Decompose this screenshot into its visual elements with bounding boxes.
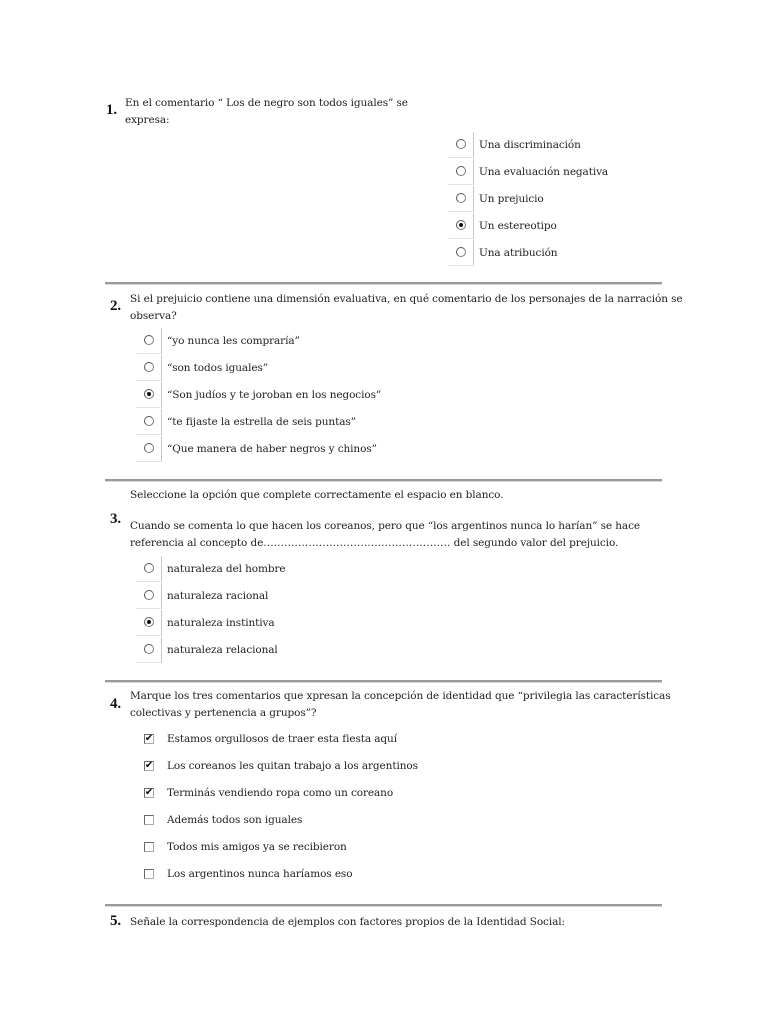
divider [105,282,662,285]
radio-option[interactable] [448,131,581,158]
option-label: Además todos son iguales [167,813,303,826]
option-label: naturaleza instintiva [167,616,275,629]
option-label: naturaleza relacional [167,643,278,656]
checkbox-option[interactable] [136,752,418,779]
checkbox-checked[interactable] [144,761,154,771]
radio-button[interactable] [144,416,154,426]
radio-option[interactable] [136,327,300,354]
checkbox[interactable] [144,842,154,852]
radio-button[interactable] [456,247,466,257]
checkbox-checked[interactable] [144,788,154,798]
radio-option[interactable] [136,435,377,462]
radio-button-selected[interactable] [144,617,154,627]
radio-button[interactable] [144,563,154,573]
checkbox-checked[interactable] [144,734,154,744]
checkbox[interactable] [144,869,154,879]
option-label: Los coreanos les quitan trabajo a los argentinos [167,759,418,772]
radio-option[interactable] [136,354,268,381]
radio-button[interactable] [144,590,154,600]
option-label: naturaleza racional [167,589,269,602]
checkbox-option[interactable] [136,806,302,833]
option-label: “son todos iguales” [167,361,269,374]
option-label: Una discriminación [479,138,581,151]
question-number: 4. [110,696,122,712]
radio-button-selected[interactable] [456,220,466,230]
option-label: Estamos orgullosos de traer esta fiesta aquí [167,732,397,745]
question-number: 1. [106,102,118,118]
radio-option[interactable] [448,185,544,212]
option-label: “te fijaste la estrella de seis puntas” [167,415,356,428]
checkbox-option[interactable] [136,860,352,887]
check-mark-icon: ✔ [144,732,154,744]
radio-option[interactable] [136,636,278,663]
option-label: “yo nunca les compraría” [167,334,300,347]
divider [105,904,662,907]
question-text: En el comentario “ Los de negro son todos iguales” se expresa: [125,97,408,126]
option-label: “Que manera de haber negros y chinos” [167,442,377,455]
question-text: Marque los tres comentarios que xpresan la concepción de identidad que “privilegia las características colectivas y pertenencia a grupos”? [130,690,671,719]
radio-button[interactable] [144,335,154,345]
option-label: Una atribución [479,246,558,259]
question-text: Cuando se comenta lo que hacen los coreanos, pero que “los argentinos nunca lo harían” se hace referencia al concepto de……………………………………………… del segundo valor del prejuicio. [130,520,640,549]
divider [105,680,662,683]
checkbox-option[interactable] [136,779,393,806]
radio-option[interactable] [448,239,557,266]
question-number: 3. [110,511,122,527]
question-number: 2. [110,298,122,314]
option-label: Un prejuicio [479,192,544,205]
option-label: “Son judíos y te joroban en los negocios” [167,388,382,401]
question-text: Si el prejuicio contiene una dimensión evaluativa, en qué comentario de los personajes de la narración se observa? [130,293,683,322]
question-text: Señale la correspondencia de ejemplos con factores propios de la Identidad Social: [130,916,565,928]
radio-option[interactable] [136,408,356,435]
radio-option[interactable] [136,582,268,609]
option-label: Los argentinos nunca haríamos eso [167,867,353,880]
checkbox-option[interactable] [136,833,347,860]
radio-option[interactable] [448,212,557,239]
option-label: Un estereotipo [479,219,557,232]
radio-option[interactable] [136,381,381,408]
check-mark-icon: ✔ [144,786,154,798]
radio-button[interactable] [456,193,466,203]
radio-button[interactable] [456,139,466,149]
check-mark-icon: ✔ [144,759,154,771]
radio-option[interactable] [136,555,286,582]
radio-button[interactable] [144,443,154,453]
option-label: naturaleza del hombre [167,562,286,575]
divider [105,479,662,482]
option-label: Una evaluación negativa [479,165,609,178]
radio-option[interactable] [136,609,275,636]
question-intro: Seleccione la opción que complete correctamente el espacio en blanco. [130,489,504,501]
radio-button[interactable] [144,362,154,372]
checkbox[interactable] [144,815,154,825]
option-label: Terminás vendiendo ropa como un coreano [167,786,394,799]
radio-button[interactable] [456,166,466,176]
radio-button[interactable] [144,644,154,654]
option-label: Todos mis amigos ya se recibieron [167,840,347,853]
question-number: 5. [110,913,122,929]
radio-option[interactable] [448,158,608,185]
checkbox-option[interactable] [136,725,397,752]
radio-button-selected[interactable] [144,389,154,399]
